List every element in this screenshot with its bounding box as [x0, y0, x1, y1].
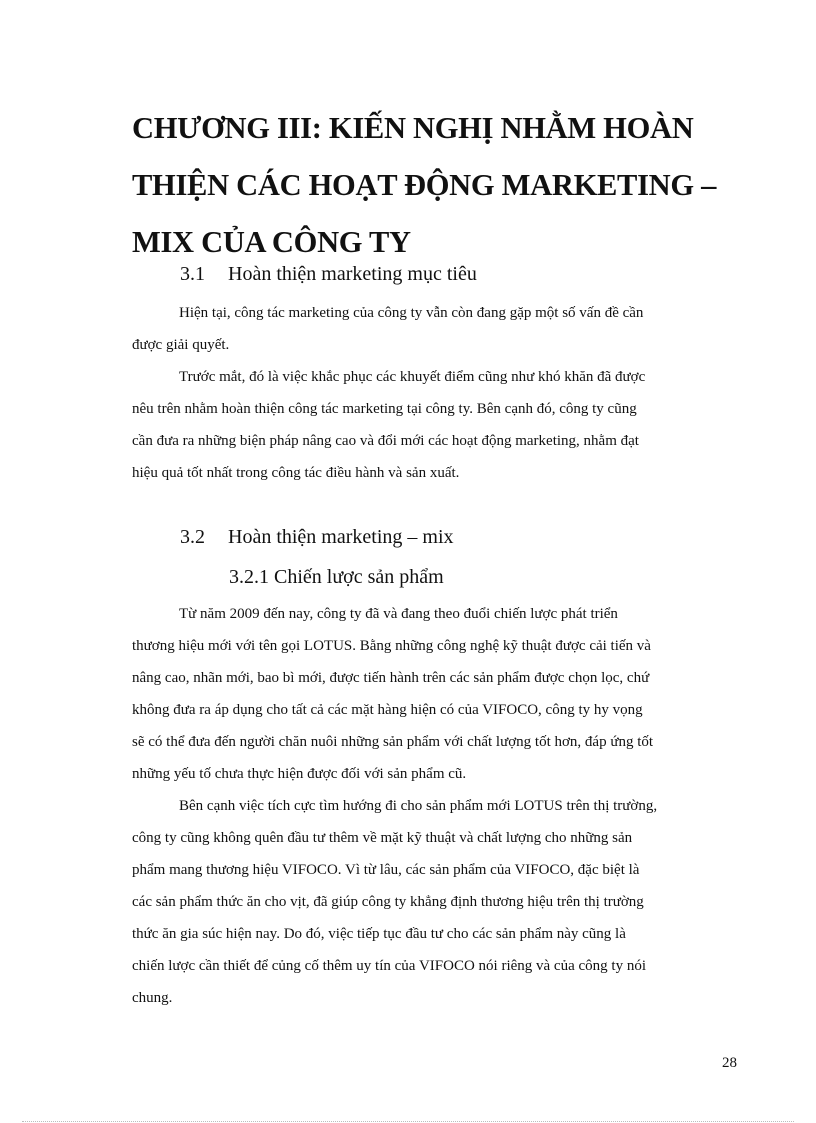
page-number: 28	[722, 1055, 737, 1071]
text-line: thức ăn gia súc hiện nay. Do đó, việc tiếp tục đầu tư cho các sản phẩm này cũng là	[132, 926, 626, 942]
text-line: không đưa ra áp dụng cho tất cả các mặt hàng hiện có của VIFOCO, công ty hy vọng	[132, 702, 643, 718]
text-line: những yếu tố chưa thực hiện được đối với sản phẩm cũ.	[132, 766, 467, 782]
text-line: nâng cao, nhãn mới, bao bì mới, được tiến hành trên các sản phẩm được chọn lọc, chứ	[132, 670, 650, 686]
section-title: Hoàn thiện marketing mục tiêu	[228, 263, 477, 285]
text-line: Bên cạnh việc tích cực tìm hướng đi cho sản phẩm mới LOTUS trên thị trường,	[179, 798, 658, 814]
section-heading-3-2	[180, 525, 454, 549]
text-line: hiệu quả tốt nhất trong công tác điều hành và sản xuất.	[132, 465, 460, 481]
text-line: Hiện tại, công tác marketing của công ty vẫn còn đang gặp một số vấn đề cần	[179, 305, 644, 321]
text-line: phẩm mang thương hiệu VIFOCO. Vì từ lâu, các sản phẩm của VIFOCO, đặc biệt là	[132, 862, 640, 878]
chapter-title-line: CHƯƠNG III: KIẾN NGHỊ NHẰM HOÀN	[132, 111, 694, 145]
chapter-title-line: THIỆN CÁC HOẠT ĐỘNG MARKETING –	[132, 168, 717, 202]
text-line: chiến lược cần thiết để củng cố thêm uy tín của VIFOCO nói riêng và của công ty nói	[132, 958, 646, 974]
chapter-title-line: MIX CỦA CÔNG TY	[132, 225, 411, 259]
page-bottom-divider	[22, 1121, 794, 1122]
section-title: Hoàn thiện marketing – mix	[228, 526, 454, 548]
paragraph	[132, 598, 740, 790]
paragraph	[132, 790, 740, 1014]
text-line: chung.	[132, 990, 173, 1006]
chapter-title	[132, 100, 732, 271]
text-line: Từ năm 2009 đến nay, công ty đã và đang theo đuổi chiến lược phát triển	[179, 606, 618, 622]
text-line: công ty cũng không quên đầu tư thêm về mặt kỹ thuật và chất lượng cho những sản	[132, 830, 633, 846]
text-line: nêu trên nhằm hoàn thiện công tác marketing tại công ty. Bên cạnh đó, công ty cũng	[132, 401, 637, 417]
subsection-heading-3-2-1: 3.2.1 Chiến lược sản phẩm	[229, 566, 444, 588]
text-line: cần đưa ra những biện pháp nâng cao và đổi mới các hoạt động marketing, nhằm đạt	[132, 433, 639, 449]
text-line: Trước mắt, đó là việc khắc phục các khuyết điểm cũng như khó khăn đã được	[179, 369, 646, 385]
text-line: thương hiệu mới với tên gọi LOTUS. Bằng những công nghệ kỹ thuật được cải tiến và	[132, 638, 651, 654]
paragraph	[132, 297, 740, 361]
section-heading-3-1	[180, 262, 477, 286]
paragraph	[132, 361, 740, 489]
text-line: được giải quyết.	[132, 337, 230, 353]
text-line: sẽ có thể đưa đến người chăn nuôi những sản phẩm với chất lượng tốt hơn, đáp ứng tốt	[132, 734, 654, 750]
text-line: các sản phẩm thức ăn cho vịt, đã giúp công ty khẳng định thương hiệu trên thị trường	[132, 894, 644, 910]
section-number: 3.2	[180, 526, 205, 548]
section-number: 3.1	[180, 263, 205, 285]
